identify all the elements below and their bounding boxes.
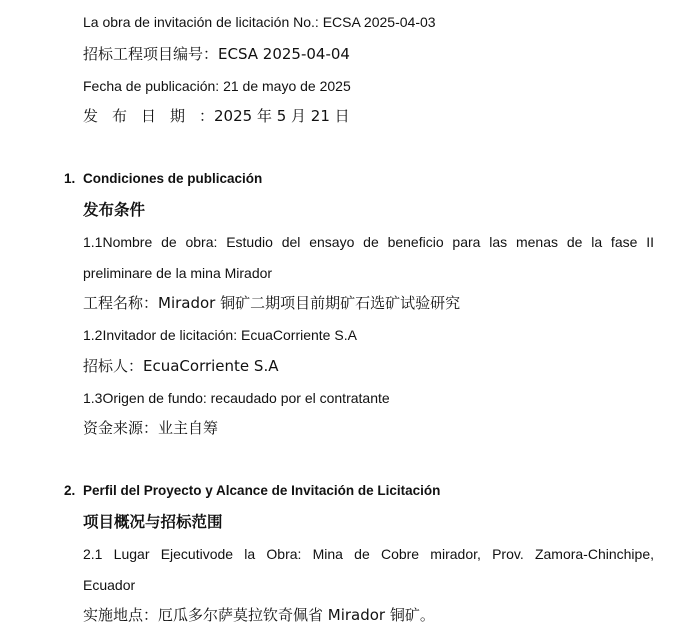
section-number-1: 1. (64, 171, 76, 186)
publication-date: Fecha de publicación: 21 de mayo de 2025 (83, 78, 351, 94)
invitation-number-cn: 招标工程项目编号：ECSA 2025-04-04 (83, 45, 350, 63)
obra-name-line1: 1.1Nombre de obra: Estudio del ensayo de beneficio para las menas de la fase II (83, 234, 654, 250)
invitador-cn: 招标人：EcuaCorriente S.A (83, 357, 279, 375)
lugar-line1: 2.1 Lugar Ejecutivode la Obra: Mina de Cobre mirador, Prov. Zamora-Chinchipe, (83, 546, 654, 562)
invitation-number: La obra de invitación de licitación No.: ECSA 2025-04-03 (83, 14, 436, 30)
publication-date-cn-label: 发布日期 (83, 107, 200, 125)
section-title-2: Perfil del Proyecto y Alcance de Invitación de Licitación (83, 483, 441, 498)
obra-name-line2: preliminare de la mina Mirador (83, 265, 273, 281)
section-title-1: Condiciones de publicación (83, 171, 263, 186)
fondo-origin-cn: 资金来源：业主自筹 (83, 419, 219, 437)
section-title-2-cn: 项目概况与招标范围 (83, 513, 223, 531)
invitador: 1.2Invitador de licitación: EcuaCorriente S.A (83, 327, 357, 343)
obra-name-cn: 工程名称：Mirador 铜矿二期项目前期矿石选矿试验研究 (83, 294, 461, 312)
publication-date-cn (83, 106, 350, 126)
lugar-cn: 实施地点：厄瓜多尔萨莫拉钦奇佩省 Mirador 铜矿。 (83, 606, 435, 624)
fondo-origin: 1.3Origen de fundo: recaudado por el contratante (83, 390, 390, 406)
lugar-line2: Ecuador (83, 577, 136, 593)
publication-date-cn-value: ：2025 年 5 月 21 日 (199, 107, 350, 125)
section-title-1-cn: 发布条件 (83, 201, 146, 219)
section-number-2: 2. (64, 483, 76, 498)
